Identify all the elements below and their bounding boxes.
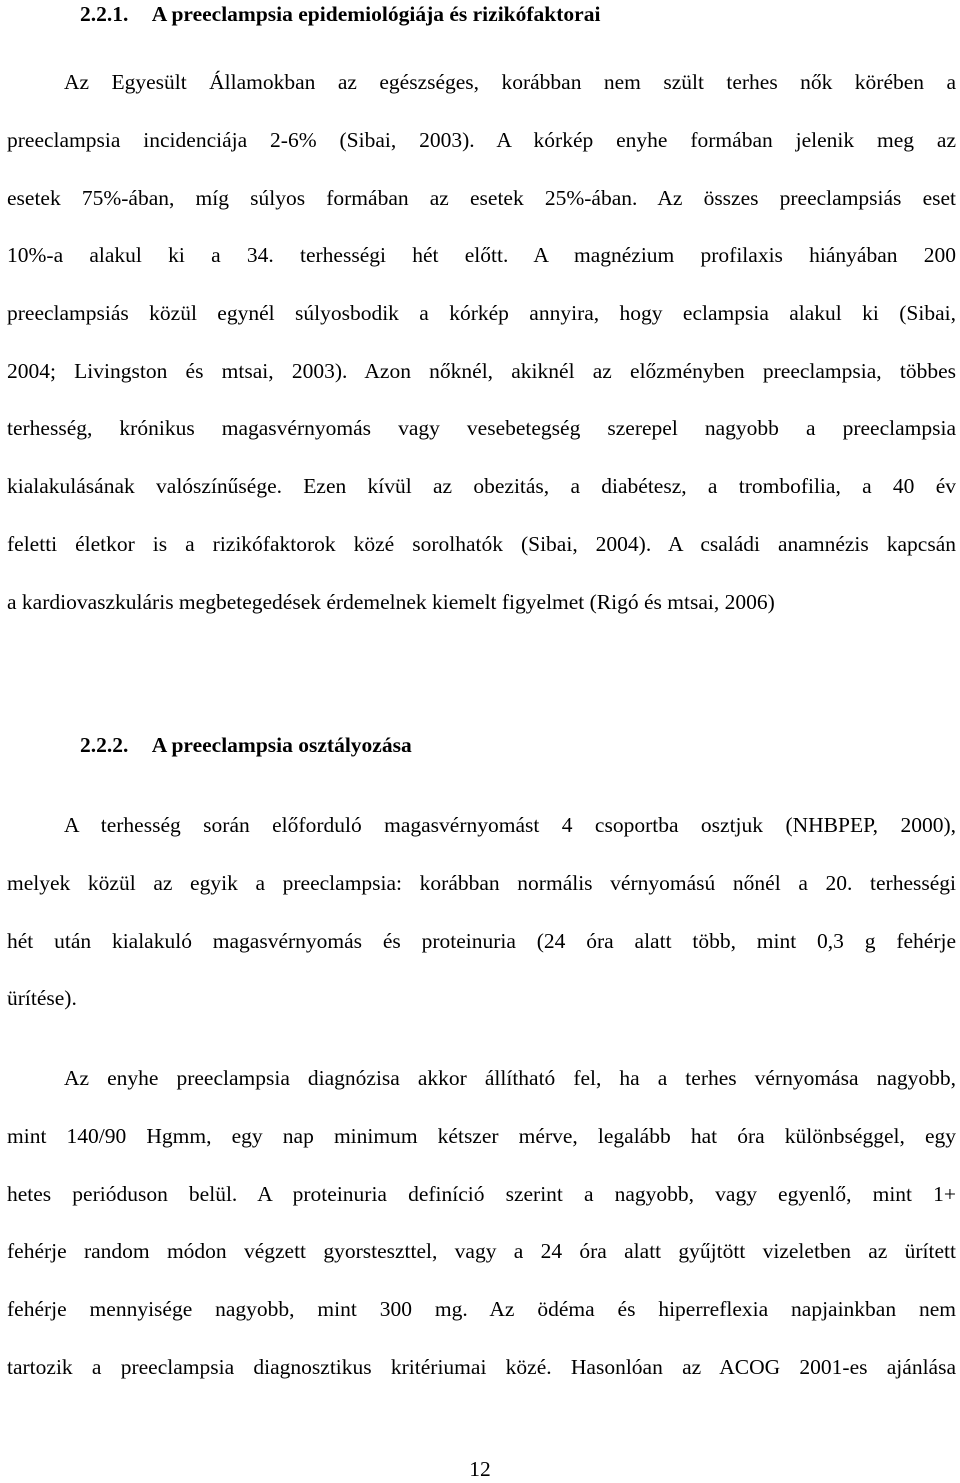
paragraph-line: hetes perióduson belül. A proteinuria definíció szerint a nagyobb, vagy egyenlő, mint 1+ [7,1182,956,1206]
paragraph-line: tartozik a preeclampsia diagnosztikus kritériumai közé. Hasonlóan az ACOG 2001-es ajánlása [7,1355,956,1379]
section-title: A preeclampsia osztályozása [151,733,412,757]
paragraph-line: mint 140/90 Hgmm, egy nap minimum kétszer mérve, legalább hat óra különbséggel, egy [7,1124,956,1148]
paragraph-line: terhesség, krónikus magasvérnyomás vagy vesebetegség szerepel nagyobb a preeclampsia [7,416,956,440]
paragraph-line: feletti életkor is a rizikófaktorok közé sorolhatók (Sibai, 2004). A családi anamnézis kapcsán [7,532,956,556]
paragraph-line: ürítése). [7,986,77,1010]
page-number: 12 [469,1457,491,1481]
paragraph-line: preeclampsia incidenciája 2-6% (Sibai, 2003). A kórkép enyhe formában jelenik meg az [7,128,956,152]
paragraph-line: preeclampsiás közül egynél súlyosbodik a kórkép annyira, hogy eclampsia alakul ki (Sibai, [7,301,956,325]
paragraph-line: a kardiovaszkuláris megbetegedések érdemelnek kiemelt figyelmet (Rigó és mtsai, 2006) [7,590,775,614]
paragraph-line: Az enyhe preeclampsia diagnózisa akkor állítható fel, ha a terhes vérnyomása nagyobb, [64,1066,956,1090]
paragraph-line: A terhesség során előforduló magasvérnyomást 4 csoportba osztjuk (NHBPEP, 2000), [64,813,956,837]
paragraph-line: kialakulásának valószínűsége. Ezen kívül az obezitás, a diabétesz, a trombofilia, a 40 év [7,474,956,498]
paragraph-line: melyek közül az egyik a preeclampsia: korábban normális vérnyomású nőnél a 20. terhességi [7,871,956,895]
section-heading-2-2-1 [80,0,600,28]
section-number: 2.2.1. [80,2,129,26]
paragraph-line: esetek 75%-ában, míg súlyos formában az esetek 25%-ában. Az összes preeclampsiás eset [7,186,956,210]
paragraph-line: 10%-a alakul ki a 34. terhességi hét előtt. A magnézium profilaxis hiányában 200 [7,243,956,267]
section-heading-2-2-2 [80,731,412,759]
paragraph-line: hét után kialakuló magasvérnyomás és proteinuria (24 óra alatt több, mint 0,3 g fehérje [7,929,956,953]
section-number: 2.2.2. [80,733,129,757]
paragraph-line: fehérje random módon végzett gyorsteszttel, vagy a 24 óra alatt gyűjtött vizeletben az ürített [7,1239,956,1263]
section-title: A preeclampsia epidemiológiája és rizikófaktorai [151,2,601,26]
paragraph-line: fehérje mennyisége nagyobb, mint 300 mg. Az ödéma és hiperreflexia napjainkban nem [7,1297,956,1321]
paragraph-line: Az Egyesült Államokban az egészséges, korábban nem szült terhes nők körében a [64,70,956,94]
paragraph-line: 2004; Livingston és mtsai, 2003). Azon nőknél, akiknél az előzményben preeclampsia, többes [7,359,956,383]
